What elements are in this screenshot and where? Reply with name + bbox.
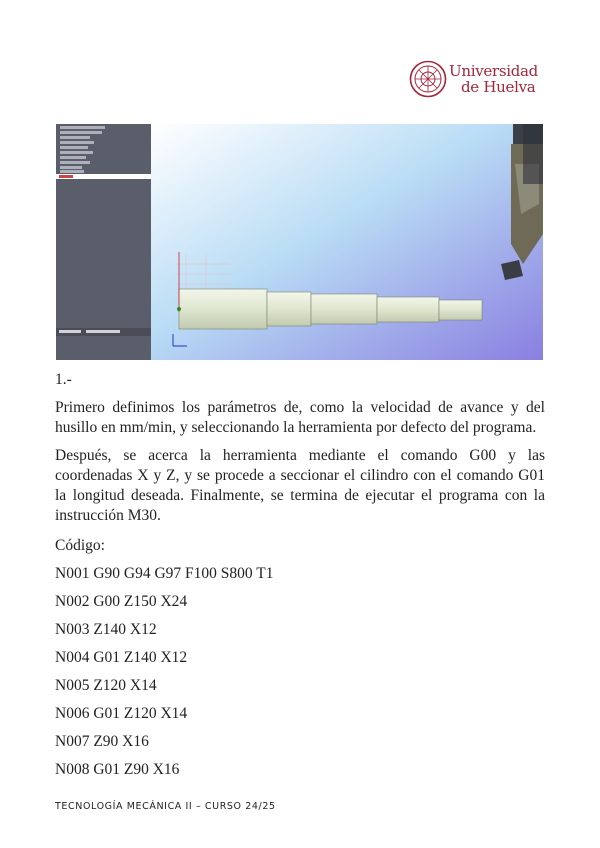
code-line: N004 G01 Z140 X12 bbox=[55, 649, 188, 666]
cnc-simulation-screenshot bbox=[56, 124, 543, 360]
page-footer: TECNOLOGÍA MECÁNICA II – CURSO 24/25 bbox=[55, 801, 276, 812]
3d-viewport bbox=[151, 124, 543, 360]
paragraph-2: Después, se acerca la herramienta mediante el comando G00 y las coordenadas X y Z, y se procede a seccionar el cilindro con el comando G01 la longitud deseada. Finalmente, se termina de ejecutar el programa con la instrucción M30. bbox=[55, 447, 545, 524]
step-number: 1.- bbox=[55, 371, 72, 388]
code-line: N002 G00 Z150 X24 bbox=[55, 593, 188, 610]
logo-wordmark-line1: Universidad bbox=[449, 62, 538, 80]
code-line: N006 G01 Z120 X14 bbox=[55, 705, 188, 722]
logo-wordmark-line2: de Huelva bbox=[461, 78, 536, 96]
program-listing-panel bbox=[56, 124, 151, 360]
code-line: N007 Z90 X16 bbox=[55, 733, 149, 750]
code-line: N008 G01 Z90 X16 bbox=[55, 761, 180, 778]
code-line: N001 G90 G94 G97 F100 S800 T1 bbox=[55, 565, 274, 582]
code-label: Código: bbox=[55, 537, 105, 554]
university-seal-icon bbox=[409, 60, 447, 98]
code-line: N005 Z120 X14 bbox=[55, 677, 157, 694]
university-logo bbox=[409, 60, 539, 100]
paragraph-1: Primero definimos los parámetros de, como la velocidad de avance y del husillo en mm/min, y seleccionando la herramienta por defecto del programa. bbox=[55, 399, 545, 436]
code-line: N003 Z140 X12 bbox=[55, 621, 157, 638]
